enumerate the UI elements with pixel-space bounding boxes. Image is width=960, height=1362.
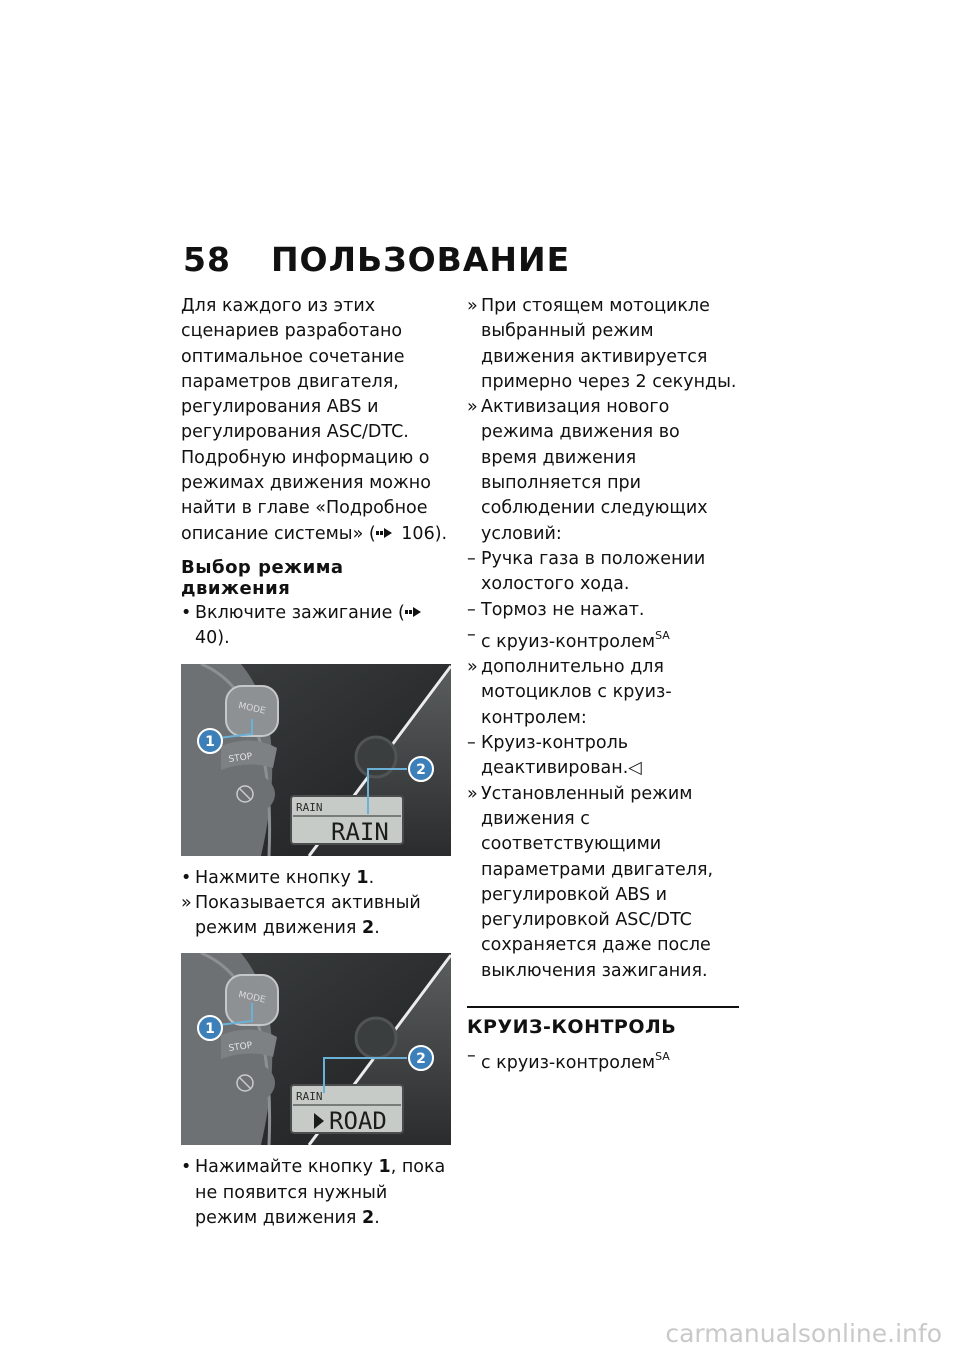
intro-paragraph: Для каждого из этих сценариев разработано оптимальное сочетание параметров двигателя, регулирования ABS и регулирования ASC/DTC. Подробную информацию о режимах движения можно найти в главе «Подробное описание системы» ( 106).: [181, 296, 448, 544]
condition-marker: –: [467, 599, 476, 620]
step-ignition: [181, 601, 453, 652]
callout-2-label: 2: [416, 761, 426, 778]
left-column: [181, 294, 453, 1231]
bullet-marker: •: [181, 867, 192, 888]
page-reference-arrow-icon: [405, 605, 425, 619]
step3-text: Нажимайте кнопку: [195, 1157, 379, 1178]
step1-page-ref: 40).: [195, 628, 230, 649]
stop-button-label: STOP: [228, 751, 253, 765]
watermark: carmanualsonline.info: [665, 1319, 942, 1348]
step3-number2: 2: [362, 1208, 375, 1229]
callout-1-label: 1: [205, 733, 215, 750]
step3-number: 1: [378, 1157, 391, 1178]
section-title-cruise-control: КРУИЗ-КОНТРОЛЬ: [467, 1006, 739, 1038]
result-while-riding: [467, 395, 739, 547]
c2-text: Тормоз не нажат.: [481, 599, 645, 620]
page-title: [183, 240, 570, 279]
result-marker: »: [467, 296, 478, 316]
c4-text: Круиз-контроль деактивирован.: [481, 733, 629, 779]
condition-cruise-option-2: [467, 1044, 739, 1076]
step-repeat-press: • Нажимайте кнопку 1, пока не появится нужный режим движения 2.: [181, 1157, 446, 1229]
result2-text: Показывается активный режим движения: [195, 892, 421, 939]
step2-number: 1: [356, 867, 369, 888]
result-marker: »: [181, 892, 192, 913]
step-press-button: • Нажмите кнопку 1.: [181, 866, 453, 891]
intro-page-ref: 106).: [401, 523, 448, 544]
stop-button-label: STOP: [228, 1041, 253, 1055]
page-number: 58: [183, 240, 231, 279]
right-column: [467, 294, 739, 1076]
r4-text: Установленный режим движения с соответствующими параметрами двигателя, регулировкой ABS и регулировкой ASC/DTC сохраняется даже после выключения зажигания.: [481, 783, 714, 981]
condition-marker: –: [467, 1046, 476, 1067]
r2-text: Активизация нового режима движения во время движения выполняется при соблюдении следующих условий:: [481, 397, 708, 544]
page-reference-arrow-icon: [376, 526, 396, 540]
condition-cruise-option: [467, 623, 739, 655]
condition-brake: [467, 598, 739, 623]
condition-marker: –: [467, 548, 476, 569]
step2-text: Нажмите кнопку: [195, 867, 357, 888]
c1-text: Ручка газа в положении холостого хода.: [481, 548, 706, 595]
section-title-mode-select: Выбор режима движения: [181, 556, 344, 599]
condition-cruise-off: [467, 731, 739, 782]
figure-mode-button-rain: [181, 664, 451, 856]
result-active-mode: » Показывается активный режим движения 2.: [181, 892, 421, 939]
special-equipment-marker: SA: [655, 1050, 670, 1064]
lcd-big-text: ROAD: [329, 1107, 387, 1136]
mode-button-label: MODE: [237, 990, 267, 1007]
end-marker-icon: ◁: [628, 758, 642, 779]
figure-mode-button-road: [181, 953, 451, 1145]
result-mode-saved: [467, 782, 739, 984]
callout-1-label: 1: [205, 1021, 215, 1038]
result-marker: »: [467, 397, 478, 418]
c3-text: с круиз-контролем: [481, 631, 656, 652]
result-marker: »: [467, 783, 478, 804]
r1-text: При стоящем мотоцикле выбранный режим движения активируется примерно через 2 секунды.: [481, 296, 737, 392]
chapter-title: ПОЛЬЗОВАНИЕ: [270, 240, 571, 279]
mode-button-label: MODE: [237, 700, 267, 717]
lcd-big-text: RAIN: [331, 817, 389, 846]
result-cruise-additional: [467, 655, 739, 731]
condition-marker: –: [467, 733, 476, 754]
step1-text: Включите зажигание (: [195, 602, 405, 623]
r3-text: дополнительно для мотоциклов с круиз-контролем:: [481, 657, 672, 728]
step3-tail-text: , пока не появится нужный режим движения: [195, 1157, 446, 1229]
bullet-marker: •: [181, 1157, 192, 1178]
result-marker: »: [467, 657, 478, 678]
condition-throttle: [467, 547, 739, 598]
lcd-small-text: RAIN: [296, 1090, 323, 1104]
condition-marker: –: [467, 624, 476, 645]
bullet-marker: •: [181, 602, 192, 623]
lcd-small-text: RAIN: [296, 800, 323, 814]
callout-2-label: 2: [416, 1051, 426, 1068]
intro-text: Для каждого из этих сценариев разработано оптимальное сочетание параметров двигателя, регулирования ABS и регулирования ASC/DTC. Подробную информацию о режимах движения можно найти в главе «Подробное описание системы»: [181, 296, 431, 544]
result-standstill: [467, 294, 739, 395]
c5-text: с круиз-контролем: [481, 1053, 656, 1074]
result2-number: 2: [362, 918, 375, 939]
special-equipment-marker: SA: [655, 628, 670, 642]
